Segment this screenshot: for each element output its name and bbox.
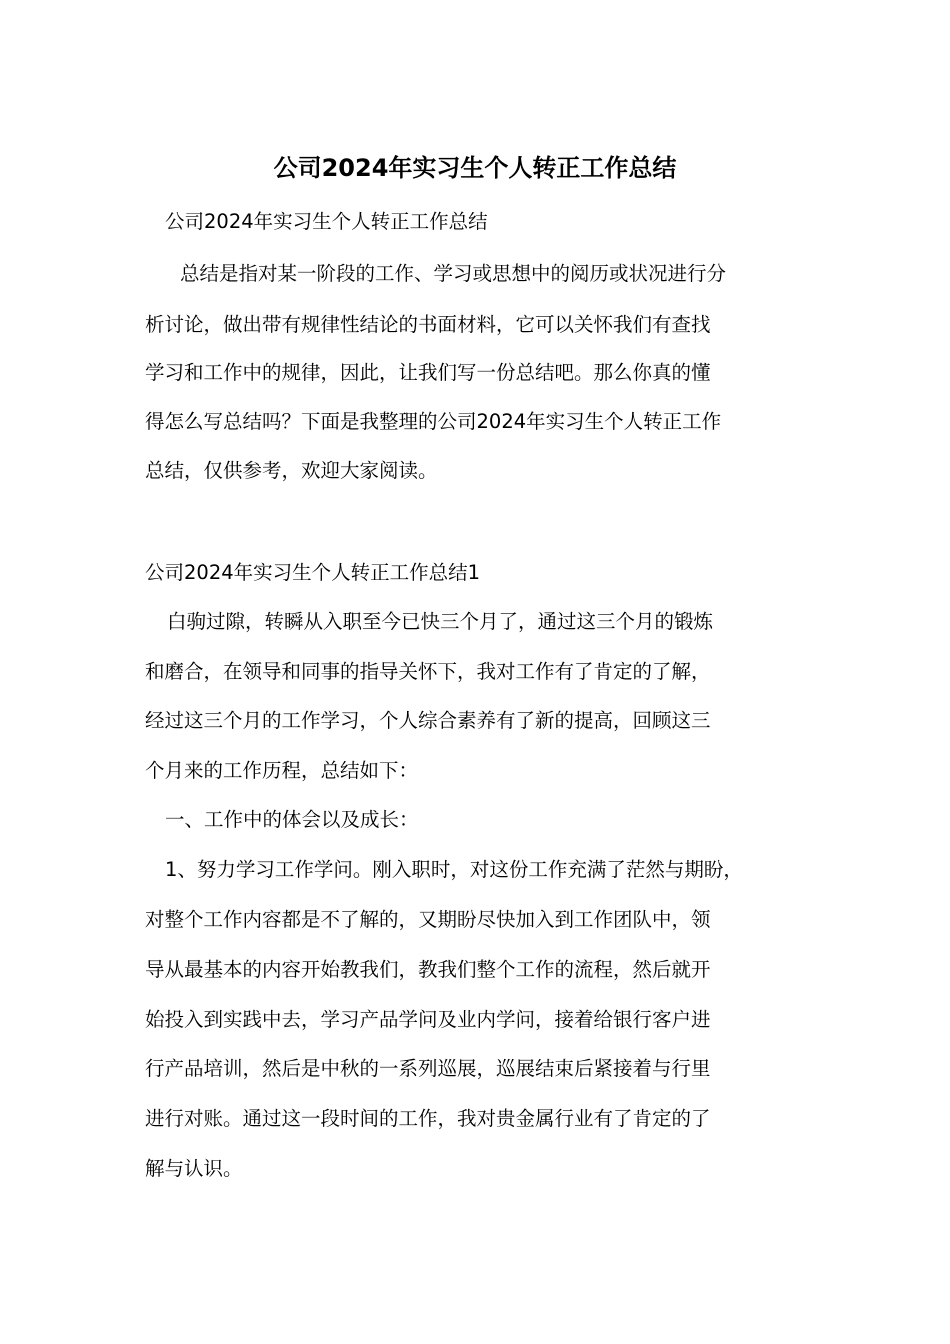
intro-line: 学习和工作中的规律，因此，让我们写一份总结吧。那么你真的懂: [145, 361, 711, 384]
paragraph-line: 1、努力学习工作学问。刚入职时，对这份工作充满了茫然与期盼，: [165, 858, 743, 881]
intro-line: 总结是指对某一阶段的工作、学习或思想中的阅历或状况进行分: [180, 262, 727, 285]
intro-line: 总结，仅供参考，欢迎大家阅读。: [145, 459, 438, 482]
paragraph-line: 个月来的工作历程，总结如下：: [145, 759, 419, 782]
paragraph-line: 进行对账。通过这一段时间的工作，我对贵金属行业有了肯定的了: [145, 1107, 711, 1130]
paragraph-line: 白驹过隙，转瞬从入职至今已快三个月了，通过这三个月的锻炼: [167, 610, 714, 633]
paragraph-line: 对整个工作内容都是不了解的，又期盼尽快加入到工作团队中，领: [145, 908, 711, 931]
paragraph-line: 始投入到实践中去，学习产品学问及业内学问，接着给银行客户进: [145, 1008, 711, 1031]
paragraph-line: 和磨合，在领导和同事的指导关怀下，我对工作有了肯定的了解，: [145, 660, 711, 683]
intro-line: 得怎么写总结吗？下面是我整理的公司2024年实习生个人转正工作: [145, 410, 722, 433]
section-heading: 公司2024年实习生个人转正工作总结1: [145, 561, 481, 584]
paragraph-line: 行产品培训，然后是中秋的一系列巡展，巡展结束后紧接着与行里: [145, 1057, 711, 1080]
paragraph-line: 导从最基本的内容开始教我们，教我们整个工作的流程，然后就开: [145, 958, 711, 981]
intro-line: 析讨论，做出带有规律性结论的书面材料，它可以关怀我们有查找: [145, 313, 711, 336]
document-title: 公司2024年实习生个人转正工作总结: [273, 154, 677, 182]
subheading: 一、工作中的体会以及成长：: [165, 808, 419, 831]
subtitle-line: 公司2024年实习生个人转正工作总结: [165, 210, 488, 233]
paragraph-line: 解与认识。: [145, 1157, 243, 1180]
paragraph-line: 经过这三个月的工作学习，个人综合素养有了新的提高，回顾这三: [145, 709, 711, 732]
